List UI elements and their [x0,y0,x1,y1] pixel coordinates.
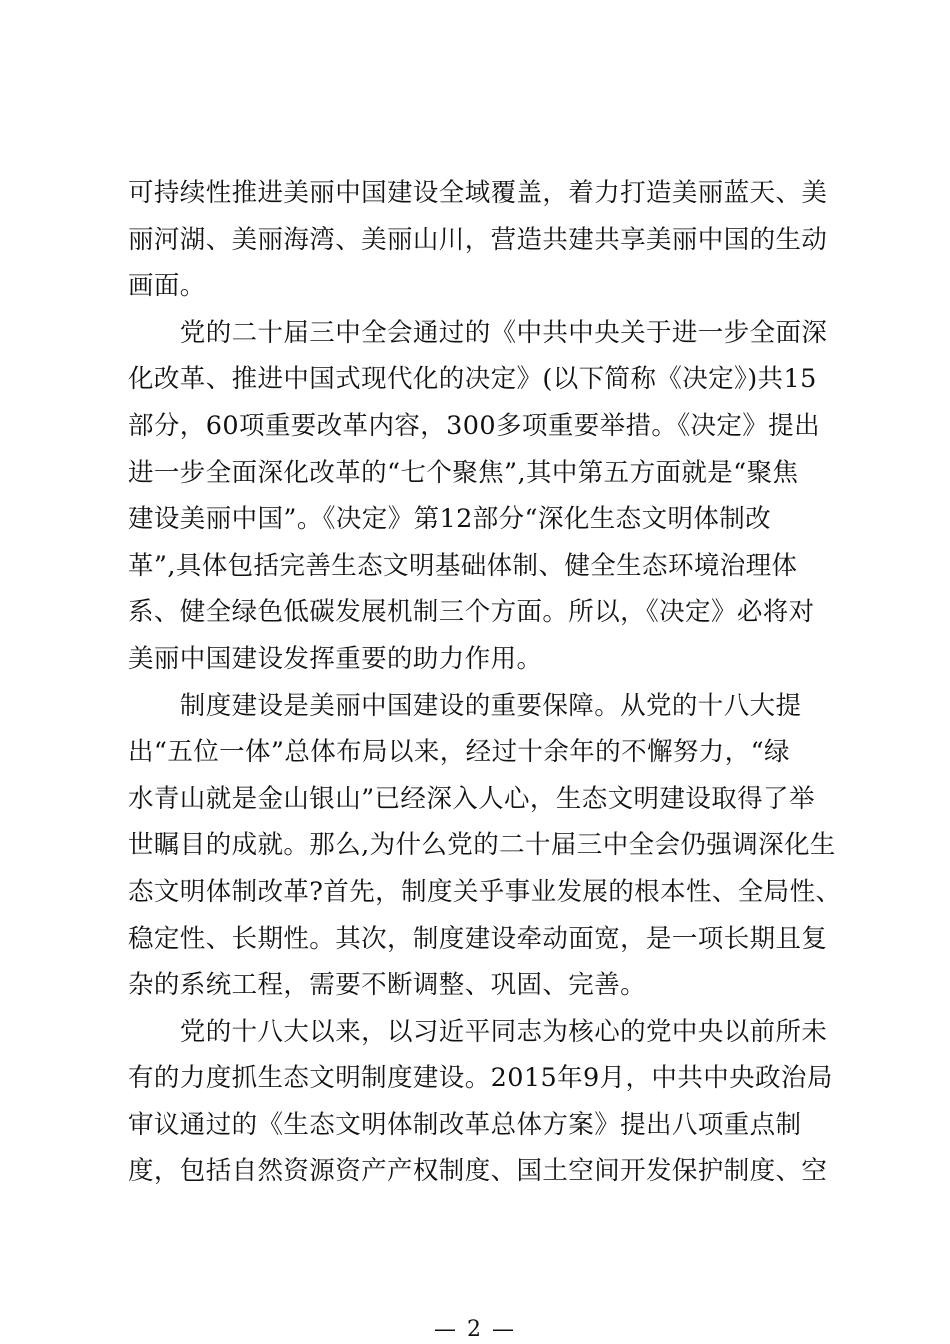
page-number: — 2 — [434,1317,516,1342]
text-line: 制度建设是美丽中国建设的重要保障。从党的十八大提 [128,690,802,721]
text-line: 党的二十届三中全会通过的《中共中央关于进一步全面深 [128,317,828,348]
text-line: 进一步全面深化改革的“七个聚焦”,其中第五方面就是“聚焦 [128,457,799,488]
text-line: 画面。 [128,271,206,302]
text-line: 杂的系统工程，需要不断调整、巩固、完善。 [128,970,647,1001]
text-line: 态文明体制改革?首先，制度关乎事业发展的根本性、全局性、 [128,876,842,907]
text-line: 部分，60项重要改革内容，300多项重要举措。《决定》提出 [128,410,820,441]
text-line: 党的十八大以来，以习近平同志为核心的党中央以前所未 [128,1016,828,1047]
body-text [128,170,842,1195]
text-line: 度，包括自然资源资产产权制度、国土空间开发保护制度、空 [128,1156,828,1187]
text-line: 审议通过的《生态文明体制改革总体方案》提出八项重点制 [128,1109,802,1140]
text-line: 有的力度抓生态文明制度建设。2015年9月，中共中央政治局 [128,1063,833,1094]
text-line: 丽河湖、美丽海湾、美丽山川，营造共建共享美丽中国的生动 [128,224,828,255]
text-line: 可持续性推进美丽中国建设全域覆盖，着力打造美丽蓝天、美 [128,178,828,208]
text-line: 稳定性、长期性。其次，制度建设牵动面宽，是一项长期且复 [128,923,828,954]
text-line: 美丽中国建设发挥重要的助力作用。 [128,643,543,674]
text-line: 化改革、推进中国式现代化的决定》(以下简称《决定》)共15 [128,364,817,395]
text-line: 出“五位一体”总体布局以来，经过十余年的不懈努力，“绿 [128,737,790,768]
text-line: 系、健全绿色低碳发展机制三个方面。所以，《决定》必将对 [128,597,815,628]
text-line: 建设美丽中国”。《决定》第12部分“深化生态文明体制改 [128,504,772,535]
text-line: 水青山就是金山银山”已经深入人心，生态文明建设取得了举 [128,783,815,814]
text-line: 世瞩目的成就。那么,为什么党的二十届三中全会仍强调深化生 [128,830,836,861]
text-line: 革”,具体包括完善生态文明基础体制、健全生态环境治理体 [128,550,798,581]
